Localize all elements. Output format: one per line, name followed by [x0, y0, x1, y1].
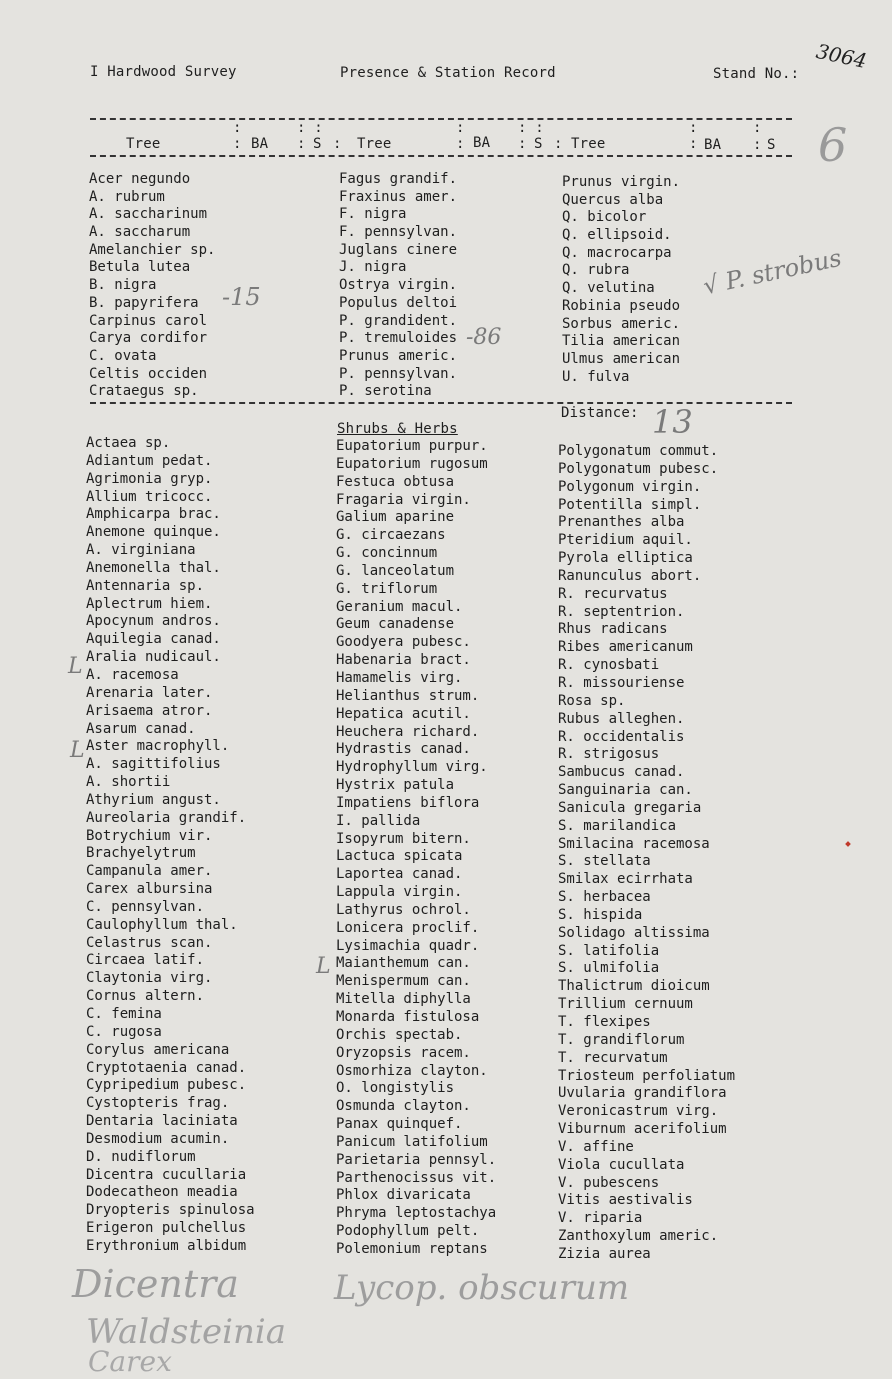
- list-item: Polemonium reptans: [336, 1240, 488, 1257]
- list-item: Aquilegia canad.: [86, 631, 221, 648]
- list-item: Celtis occiden: [89, 365, 208, 382]
- list-item: A. saccharinum: [89, 206, 208, 223]
- list-item: Apocynum andros.: [86, 613, 221, 630]
- col2-colon-a: :: [456, 136, 465, 152]
- list-item: Carpinus carol: [89, 312, 208, 329]
- list-item: Fragaria virgin.: [336, 491, 471, 508]
- list-item: Juglans cinere: [339, 241, 458, 258]
- tree-list-col1: [89, 171, 215, 401]
- list-item: U. fulva: [562, 368, 630, 385]
- list-item: A. racemosa: [86, 666, 179, 683]
- list-item: Circaea latif.: [86, 952, 205, 969]
- list-item: Antennaria sp.: [86, 577, 205, 594]
- ba-header-1: BA: [251, 136, 269, 152]
- bottom-note-3: Waldsteinia: [86, 1312, 287, 1352]
- list-item: D. nudiflorum: [86, 1148, 196, 1165]
- list-item: Adiantum pedat.: [86, 452, 213, 469]
- list-item: Solidago altissima: [558, 924, 710, 941]
- list-item: Prenanthes alba: [558, 514, 685, 531]
- list-item: Prunus virgin.: [562, 174, 681, 190]
- list-item: Betula lutea: [89, 259, 191, 276]
- list-item: Impatiens biflora: [336, 794, 480, 811]
- list-item: Botrychium vir.: [86, 827, 213, 844]
- col3-colon-b: :: [753, 137, 762, 153]
- list-item: Cornus altern.: [86, 988, 205, 1005]
- list-item: T. grandiflorum: [558, 1031, 685, 1048]
- list-item: Carex albursina: [86, 881, 213, 898]
- list-item: G. concinnum: [336, 545, 438, 562]
- list-item: Aster macrophyll.: [86, 738, 230, 755]
- list-item: Sorbus americ.: [562, 315, 681, 332]
- list-item: R. septentrion.: [558, 603, 685, 620]
- list-item: Claytonia virg.: [86, 970, 213, 987]
- list-item: G. circaezans: [336, 527, 446, 544]
- b-papyrifera-note: -15: [222, 283, 261, 311]
- list-item: Populus deltoi: [339, 294, 458, 311]
- list-item: Brachyelytrum: [86, 845, 196, 862]
- s-header-3: S: [767, 137, 776, 153]
- distance-label: Distance:: [561, 405, 639, 421]
- list-item: Fagus grandif.: [339, 171, 458, 187]
- list-item: Rosa sp.: [558, 692, 626, 709]
- list-item: Goodyera pubesc.: [336, 634, 471, 651]
- record-title: Presence & Station Record: [340, 65, 556, 81]
- list-item: Athyrium angust.: [86, 791, 221, 808]
- list-item: Ostrya virgin.: [339, 277, 458, 294]
- list-item: Polygonum virgin.: [558, 478, 702, 495]
- list-item: F. pennsylvan.: [339, 224, 458, 241]
- list-item: Rhus radicans: [558, 621, 668, 638]
- list-item: Aureolaria grandif.: [86, 809, 247, 826]
- header-top-rule: [90, 118, 792, 120]
- list-item: A. sagittifolius: [86, 756, 221, 773]
- list-item: Isopyrum bitern.: [336, 830, 471, 847]
- list-item: Smilacina racemosa: [558, 835, 710, 852]
- list-item: Aplectrum hiem.: [86, 595, 213, 612]
- list-item: Vitis aestivalis: [558, 1192, 693, 1209]
- list-item: Festuca obtusa: [336, 473, 455, 490]
- herb-list-col1: [86, 435, 255, 1256]
- list-item: Dicentra cucullaria: [86, 1166, 247, 1183]
- list-item: Monarda fistulosa: [336, 1009, 480, 1025]
- list-item: Crataegus sp.: [89, 383, 199, 400]
- col2-colon-top2: : :: [518, 120, 544, 136]
- tree-header-1: Tree: [126, 136, 161, 152]
- list-item: Hydrophyllum virg.: [336, 759, 488, 776]
- list-item: Agrimonia gryp.: [86, 470, 213, 487]
- ba-header-3: BA: [704, 137, 722, 153]
- tree-header-3: Tree: [571, 136, 606, 152]
- list-item: Panicum latifolium: [336, 1133, 488, 1150]
- list-item: Parietaria pennsyl.: [336, 1151, 497, 1168]
- list-item: V. riparia: [558, 1210, 643, 1227]
- col2-colon-c: :: [554, 136, 563, 152]
- list-item: Parthenocissus vit.: [336, 1169, 497, 1186]
- list-item: V. pubescens: [558, 1174, 660, 1191]
- stand-label: Stand No.:: [713, 66, 800, 82]
- list-item: Phryma leptostachya: [336, 1205, 497, 1222]
- list-item: Q. velutina: [562, 280, 655, 297]
- bottom-note-2: Lycop. obscurum: [334, 1268, 630, 1308]
- tick-mark-aralia: L: [68, 654, 83, 679]
- list-item: Geum canadense: [336, 616, 455, 633]
- list-item: Amphicarpa brac.: [86, 506, 221, 523]
- list-item: Rubus alleghen.: [558, 710, 685, 727]
- list-item: Geranium macul.: [336, 598, 463, 615]
- list-item: T. flexipes: [558, 1014, 651, 1030]
- list-item: Fraxinus amer.: [339, 188, 458, 205]
- list-item: Galium aparine: [336, 509, 455, 526]
- list-item: Uvularia grandiflora: [558, 1085, 727, 1102]
- list-item: F. nigra: [339, 206, 407, 223]
- tick-mark-maianthemum: L: [316, 954, 331, 979]
- list-item: C. femina: [86, 1006, 162, 1022]
- list-item: Maianthemum can.: [336, 955, 471, 972]
- list-item: A. rubrum: [89, 188, 165, 205]
- list-item: Cryptotaenia canad.: [86, 1059, 247, 1076]
- list-item: A. saccharum: [89, 224, 191, 241]
- list-item: Dentaria laciniata: [86, 1113, 238, 1130]
- list-item: A. virginiana: [86, 542, 196, 559]
- red-mark: [845, 841, 851, 847]
- herb-list-col3: [558, 443, 735, 1264]
- list-item: Carya cordifor: [89, 330, 208, 347]
- list-item: O. longistylis: [336, 1080, 455, 1097]
- list-item: Anemone quinque.: [86, 524, 221, 541]
- list-item: Sanguinaria can.: [558, 782, 693, 799]
- list-item: Sanicula gregaria: [558, 799, 702, 816]
- col1-colon-b: :: [297, 136, 306, 152]
- herb-list-col2: [336, 438, 496, 1259]
- list-item: R. occidentalis: [558, 728, 685, 745]
- list-item: Eupatorium purpur.: [336, 438, 488, 454]
- col1-colon-c: :: [333, 136, 342, 152]
- list-item: Robinia pseudo: [562, 297, 681, 314]
- list-item: Lysimachia quadr.: [336, 937, 480, 954]
- list-item: Hystrix patula: [336, 777, 455, 794]
- header-bottom-rule: [90, 155, 792, 157]
- list-item: A. shortii: [86, 774, 171, 791]
- list-item: Dodecatheon meadia: [86, 1184, 238, 1201]
- list-item: Hydrastis canad.: [336, 741, 471, 758]
- list-item: Lactuca spicata: [336, 848, 463, 865]
- list-item: Hepatica acutil.: [336, 705, 471, 722]
- list-item: Heuchera richard.: [336, 723, 480, 740]
- col3-colon-a: :: [689, 136, 698, 152]
- list-item: Ulmus american: [562, 350, 681, 367]
- list-item: Caulophyllum thal.: [86, 916, 238, 933]
- list-item: S. herbacea: [558, 889, 651, 906]
- list-item: Ranunculus abort.: [558, 567, 702, 584]
- list-item: Allium tricocc.: [86, 488, 213, 505]
- tree-list-col2: [339, 171, 457, 401]
- list-item: Pteridium aquil.: [558, 532, 693, 549]
- survey-title: I Hardwood Survey: [90, 64, 237, 80]
- bottom-note-4: Carex: [88, 1345, 172, 1378]
- list-item: Desmodium acumin.: [86, 1130, 230, 1147]
- list-item: Cypripedium pubesc.: [86, 1077, 247, 1094]
- list-item: R. missouriense: [558, 674, 685, 691]
- tree-header-2: Tree: [357, 136, 392, 152]
- list-item: Panax quinquef.: [336, 1116, 463, 1133]
- col3-colon-top2: :: [753, 120, 762, 136]
- list-item: Erigeron pulchellus: [86, 1220, 247, 1237]
- list-item: Celastrus scan.: [86, 934, 213, 951]
- list-item: Polygonatum pubesc.: [558, 460, 719, 477]
- list-item: Tilia american: [562, 333, 681, 350]
- list-item: Asarum canad.: [86, 720, 196, 737]
- list-item: C. pennsylvan.: [86, 898, 205, 915]
- list-item: Q. ellipsoid.: [562, 227, 672, 244]
- bottom-note-1: Dicentra: [72, 1262, 239, 1306]
- list-item: T. recurvatum: [558, 1049, 668, 1066]
- list-item: Smilax ecirrhata: [558, 871, 693, 888]
- list-item: S. ulmifolia: [558, 960, 660, 977]
- col1-colon-top: :: [233, 120, 242, 136]
- p-tremuloides-note: -86: [466, 325, 502, 350]
- list-item: Zanthoxylum americ.: [558, 1228, 719, 1245]
- list-item: S. marilandica: [558, 817, 677, 834]
- list-item: Ribes americanum: [558, 639, 693, 656]
- list-item: Thalictrum dioicum: [558, 978, 710, 995]
- list-item: Osmunda clayton.: [336, 1098, 471, 1115]
- list-item: C. ovata: [89, 347, 157, 364]
- list-item: I. pallida: [336, 812, 421, 829]
- list-item: P. tremuloides: [339, 330, 458, 347]
- list-item: Actaea sp.: [86, 435, 171, 451]
- list-item: Menispermum can.: [336, 973, 471, 990]
- list-item: Polygonatum commut.: [558, 443, 719, 459]
- list-item: Arenaria later.: [86, 684, 213, 701]
- list-item: G. lanceolatum: [336, 562, 455, 579]
- list-item: Erythronium albidum: [86, 1237, 247, 1254]
- list-item: Pyrola elliptica: [558, 550, 693, 567]
- col2-colon-top: :: [456, 120, 465, 136]
- list-item: Veronicastrum virg.: [558, 1103, 719, 1120]
- list-item: Aralia nudicaul.: [86, 649, 221, 666]
- list-item: P. pennsylvan.: [339, 365, 458, 382]
- stand-number: 3064: [814, 38, 869, 74]
- s-header-2: S: [534, 136, 543, 152]
- list-item: R. recurvatus: [558, 585, 668, 602]
- list-item: Campanula amer.: [86, 863, 213, 880]
- list-item: Lappula virgin.: [336, 884, 463, 901]
- list-item: Laportea canad.: [336, 866, 463, 883]
- list-item: Dryopteris spinulosa: [86, 1202, 255, 1219]
- list-item: Cystopteris frag.: [86, 1095, 230, 1112]
- list-item: B. papyrifera: [89, 294, 199, 311]
- corner-mark: 6: [818, 118, 848, 172]
- list-item: Viola cucullata: [558, 1156, 685, 1173]
- list-item: Amelanchier sp.: [89, 241, 216, 258]
- col1-colon-a: :: [233, 136, 242, 152]
- list-item: Osmorhiza clayton.: [336, 1062, 488, 1079]
- list-item: Quercus alba: [562, 191, 664, 208]
- col2-colon-b: :: [518, 136, 527, 152]
- col3-colon-top: :: [689, 120, 698, 136]
- list-item: Potentilla simpl.: [558, 496, 702, 513]
- list-item: Sambucus canad.: [558, 764, 685, 781]
- col1-colon-top2: : :: [297, 120, 323, 136]
- list-item: Arisaema atror.: [86, 702, 213, 719]
- list-item: Lonicera proclif.: [336, 919, 480, 936]
- list-item: Podophyllum pelt.: [336, 1223, 480, 1240]
- list-item: J. nigra: [339, 259, 407, 276]
- list-item: Anemonella thal.: [86, 559, 221, 576]
- list-item: R. cynosbati: [558, 657, 660, 674]
- shrubs-herbs-heading: Shrubs & Herbs: [337, 421, 458, 437]
- list-item: Oryzopsis racem.: [336, 1044, 471, 1061]
- list-item: Viburnum acerifolium: [558, 1121, 727, 1138]
- list-item: Trillium cernuum: [558, 996, 693, 1013]
- tick-mark-aster: L: [70, 738, 85, 763]
- list-item: Phlox divaricata: [336, 1187, 471, 1204]
- list-item: S. latifolia: [558, 942, 660, 959]
- list-item: Prunus americ.: [339, 347, 458, 364]
- list-item: B. nigra: [89, 277, 157, 294]
- list-item: Hamamelis virg.: [336, 669, 463, 686]
- list-item: Mitella diphylla: [336, 991, 471, 1008]
- list-item: Q. rubra: [562, 262, 630, 279]
- stand-species-note: √ P. strobus: [700, 243, 844, 301]
- list-item: Triosteum perfoliatum: [558, 1067, 736, 1084]
- ba-header-2: BA: [473, 135, 491, 151]
- list-item: Zizia aurea: [558, 1245, 651, 1262]
- list-item: Acer negundo: [89, 171, 191, 187]
- list-item: Q. macrocarpa: [562, 244, 672, 261]
- list-item: P. grandident.: [339, 312, 458, 329]
- list-item: S. stellata: [558, 853, 651, 870]
- distance-value: 13: [652, 403, 693, 441]
- s-header-1: S: [313, 136, 322, 152]
- list-item: Corylus americana: [86, 1041, 230, 1058]
- list-item: Orchis spectab.: [336, 1026, 463, 1043]
- tree-list-col3: [562, 174, 680, 386]
- list-item: G. triflorum: [336, 580, 438, 597]
- list-item: Eupatorium rugosum: [336, 455, 488, 472]
- list-item: S. hispida: [558, 906, 643, 923]
- list-item: Q. bicolor: [562, 209, 647, 226]
- list-item: C. rugosa: [86, 1023, 162, 1040]
- list-item: Habenaria bract.: [336, 652, 471, 669]
- list-item: R. strigosus: [558, 746, 660, 763]
- list-item: P. serotina: [339, 383, 432, 400]
- list-item: V. affine: [558, 1138, 634, 1155]
- list-item: Lathyrus ochrol.: [336, 901, 471, 918]
- list-item: Helianthus strum.: [336, 687, 480, 704]
